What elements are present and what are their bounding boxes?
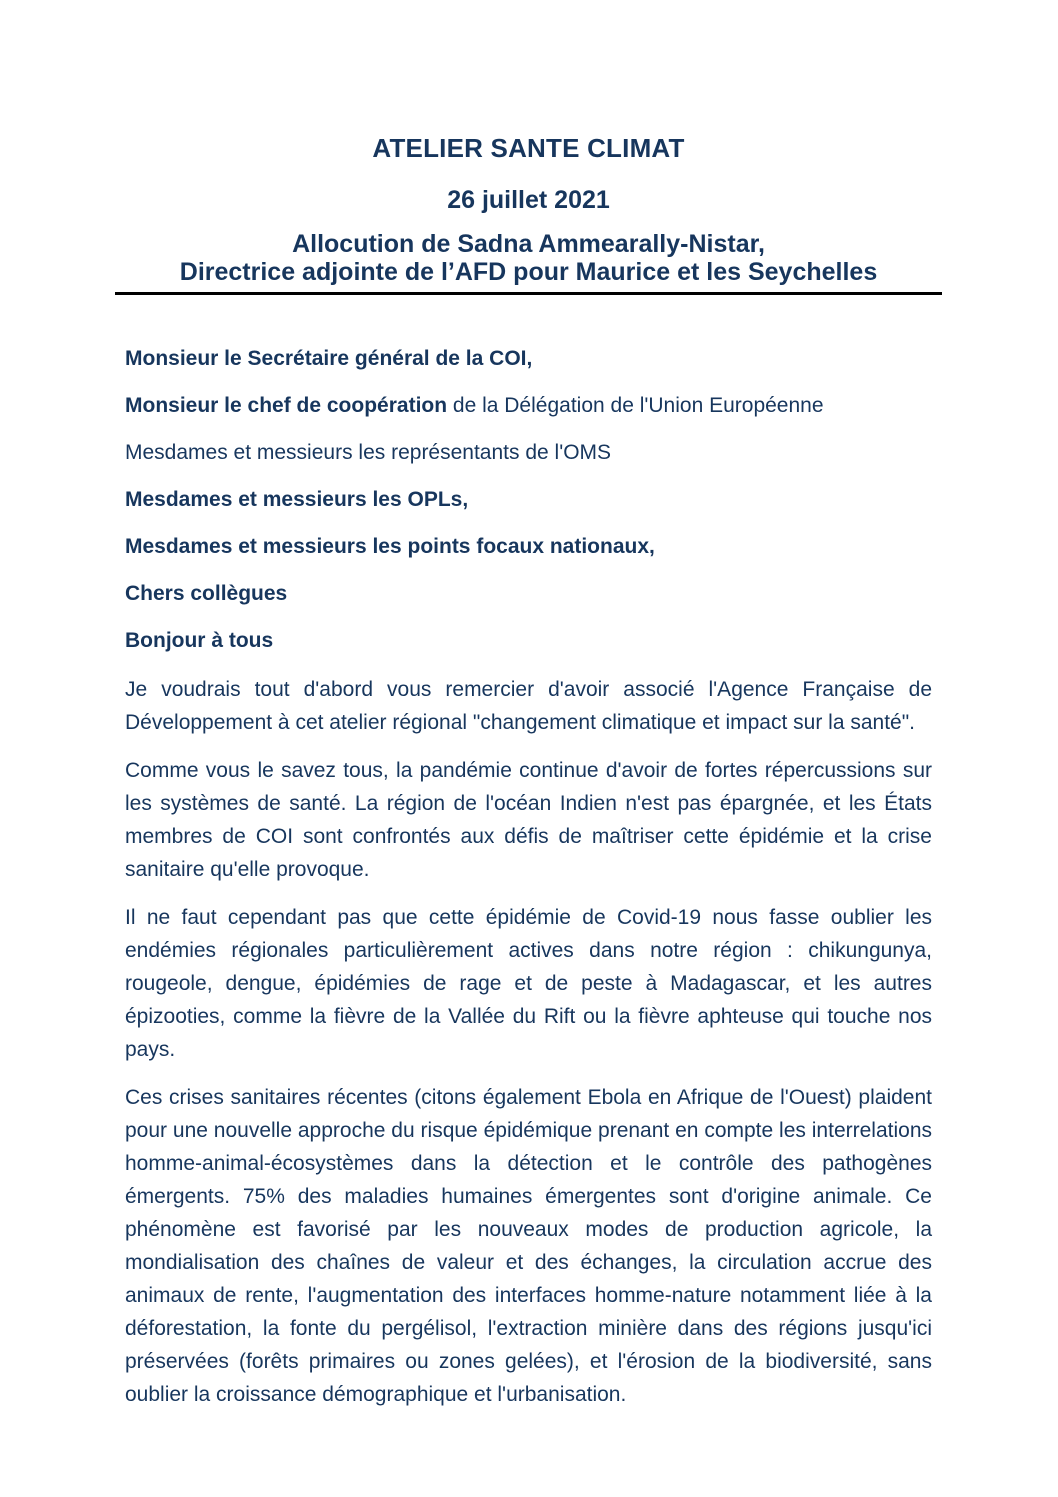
salutation-line: [125, 624, 932, 657]
salutation-text-run: Mesdames et messieurs les OPLs,: [125, 488, 469, 511]
document-date: 26 juillet 2021: [447, 186, 610, 214]
salutation-text-run: Monsieur le chef de coopération: [125, 394, 448, 417]
salutation-text-run: Chers collègues: [125, 582, 288, 605]
body-paragraph: Je voudrais tout d'abord vous remercier d'avoir associé l'Agence Française de Développement à cet atelier régional "changement climatique et impact sur la santé".: [125, 678, 932, 734]
body-paragraph: Il ne faut cependant pas que cette épidémie de Covid-19 nous fasse oublier les endémies régionales particulièrement actives dans notre région : chikungunya, rougeole, dengue, épidémies de rage et de peste à Madagascar, et les autres épizooties, comme la fièvre de la Vallée du Rift ou la fièvre aphteuse qui touche nos pays.: [125, 906, 932, 1061]
subtitle-line-1: Allocution de Sadna Ammearally-Nistar,: [292, 230, 765, 258]
header-rule: [115, 292, 942, 295]
salutation-line: [125, 436, 932, 469]
salutation-text-run: de la Délégation de l'Union Européenne: [447, 394, 824, 417]
salutation-text-run: Bonjour à tous: [125, 629, 274, 652]
body-paragraph: Ces crises sanitaires récentes (citons également Ebola en Afrique de l'Ouest) plaident pour une nouvelle approche du risque épidémique prenant en compte les interrelations homme-animal-écosystèmes dans la détection et le contrôle des pathogènes émergents. 75% des maladies humaines émergentes sont d'origine animale. Ce phénomène est favorisé par les nouveaux modes de production agricole, la mondialisation des chaînes de valeur et des échanges, la circulation accrue des animaux de rente, l'augmentation des interfaces homme-nature notamment liée à la déforestation, la fonte du pergélisol, l'extraction minière dans des régions jusqu'ici préservées (forêts primaires ou zones gelées), et l'érosion de la biodiversité, sans oublier la croissance démographique et l'urbanisation.: [125, 1086, 932, 1406]
salutation-line: [125, 577, 932, 610]
salutation-text-run: Mesdames et messieurs les points focaux nationaux,: [125, 535, 655, 558]
document-subtitle: [125, 230, 932, 292]
salutation-line: [125, 530, 932, 563]
salutation-text-run: Monsieur le Secrétaire général de la COI,: [125, 347, 533, 370]
salutation-text-run: Mesdames et messieurs les représentants de l'OMS: [125, 441, 612, 464]
salutation-line: [125, 342, 932, 375]
salutation-line: [125, 483, 932, 516]
subtitle-line-2: Directrice adjointe de l’AFD pour Maurice et les Seychelles: [179, 258, 878, 286]
salutation-line: [125, 389, 932, 422]
document-header: [125, 133, 932, 295]
body-paragraph: Comme vous le savez tous, la pandémie continue d'avoir de fortes répercussions sur les systèmes de santé. La région de l'océan Indien n'est pas épargnée, et les États membres de COI sont confrontés aux défis de maîtriser cette épidémie et la crise sanitaire qu'elle provoque.: [125, 759, 932, 881]
document-title: ATELIER SANTE CLIMAT: [372, 133, 685, 163]
body-paragraphs: [125, 673, 932, 1411]
salutation-list: [125, 342, 932, 657]
